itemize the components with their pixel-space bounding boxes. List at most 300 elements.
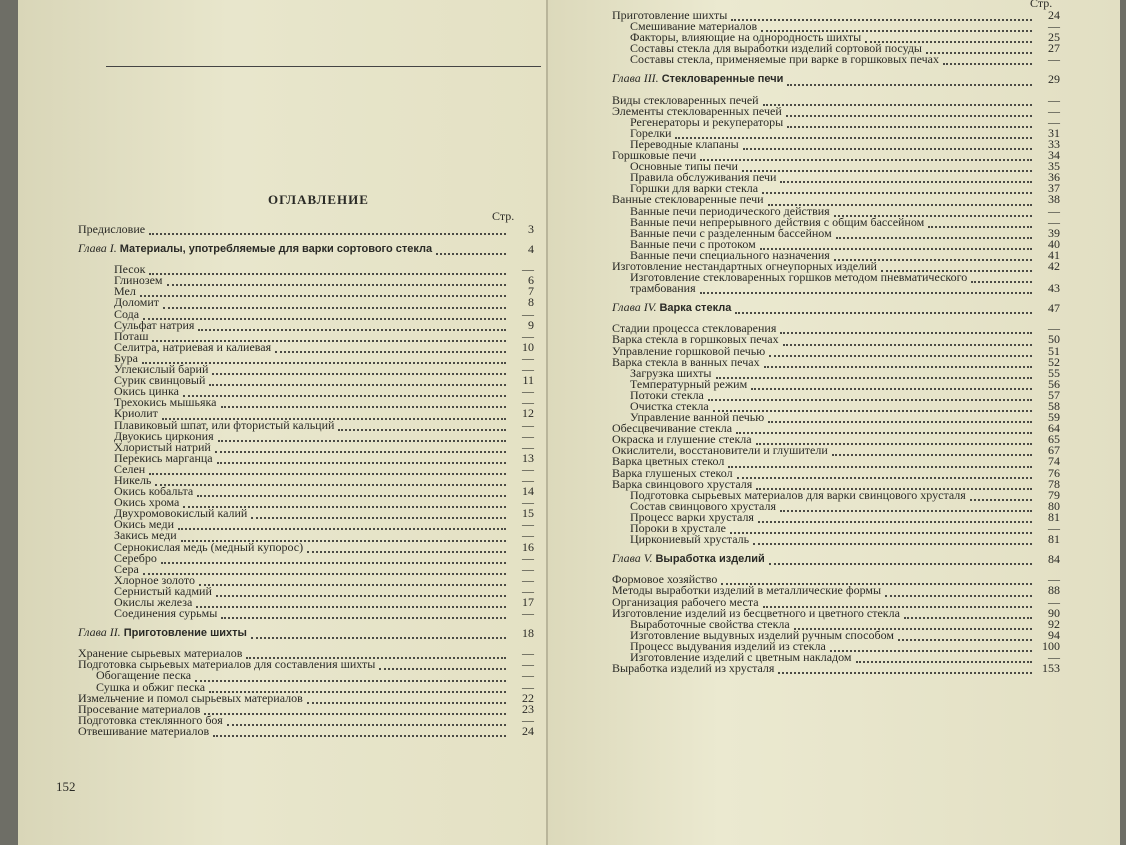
entry-page: — [1048,572,1060,587]
entry-title: Селитра, натриевая и калиевая [114,339,272,354]
leader-dots [700,286,1032,294]
chapter-title: Варка стекла [659,302,732,315]
leader-dots [149,227,506,235]
entry-title: Элементы стекловаренных печей [612,103,782,118]
entry-page: 74 [1048,454,1060,469]
entry-page: 11 [522,373,534,388]
entry-title: Обесцвечивание стекла [612,421,733,436]
entry-page: — [522,528,534,543]
toc-chapter-row [612,551,1060,567]
entry-page: 10 [522,339,534,354]
entry-page: — [522,417,534,432]
leader-dots [885,589,1032,597]
entry-page: — [522,517,534,532]
entry-page: 80 [1048,498,1060,513]
entry-title: Варка свинцового хрусталя [612,476,753,491]
leader-dots [221,611,506,619]
entry-page: 34 [1048,148,1060,163]
entry-title: Серебро [114,550,157,565]
toc-list-left [78,224,534,737]
leader-dots [730,526,1032,534]
entry-page: 41 [1048,247,1060,262]
leader-dots [928,220,1032,228]
entry-page: — [522,572,534,587]
toc-row [612,663,1060,674]
entry-page: — [522,583,534,598]
entry-title: Изготовление стекловаренных горшков методом пневматического [630,270,968,285]
leader-dots [700,153,1032,161]
entry-page: 29 [1048,72,1060,87]
entry-title: Ванные печи с протоком [630,236,756,251]
leader-dots [161,556,506,564]
entry-title: Методы выработки изделий в металлические формы [612,583,882,598]
leader-dots [212,367,506,375]
leader-dots [275,345,506,353]
chapter-label: Глава III. [612,71,659,86]
entry-page: 14 [522,484,534,499]
entry-page: 57 [1048,387,1060,402]
toc-row [78,550,534,565]
entry-page: — [522,262,534,277]
leader-dots [140,289,506,297]
leader-dots [764,360,1032,368]
entry-page: — [522,472,534,487]
leader-dots [227,718,506,726]
page-column-header: Стр. [1030,0,1053,10]
entry-page: 52 [1048,354,1060,369]
entry-page: 9 [528,317,534,332]
entry-title: Перекись марганца [114,450,213,465]
entry-title: Закись меди [114,528,177,543]
leader-dots [209,378,506,386]
entry-title: Окислы железа [114,595,193,609]
entry-page: — [522,428,534,443]
page-column-header: Стр. [492,209,515,223]
entry-title: Горшки для варки стекла [630,181,759,196]
entry-page: — [522,550,534,565]
entry-page: 94 [1048,627,1060,642]
entry-title: Факторы, влияющие на однородность шихты [630,30,862,45]
leader-dots [218,434,506,442]
leader-dots [904,611,1032,619]
entry-title: Окись цинка [114,384,179,399]
toc-row [612,114,1060,129]
leader-dots [786,109,1032,117]
toc-row [78,275,534,286]
leader-dots [830,644,1032,652]
entry-page: 65 [1048,432,1060,447]
entry-page: 25 [1048,30,1060,45]
entry-page: 84 [1048,552,1060,567]
entry-title: Потоки стекла [630,387,704,402]
chapter-label: Глава V. [612,551,653,566]
entry-page: — [522,646,534,661]
leader-dots [780,504,1032,512]
entry-title: Изготовление нестандартных огнеупорных изделий [612,258,877,273]
entry-title: Сода [114,306,140,321]
leader-dots [780,175,1032,183]
entry-title: Подготовка сырьевых материалов для варки свинцового хрусталя [630,487,966,502]
top-rule [106,66,541,67]
toc-row [78,224,534,235]
entry-page: — [1048,594,1060,609]
entry-page: — [1048,521,1060,536]
entry-title: Ванные печи с разделенным бассейном [630,225,832,240]
leader-dots [836,231,1032,239]
entry-title: Формовое хозяйство [612,572,718,587]
entry-title: Просевание материалов [78,701,201,716]
chapter-title: Выработка изделий [655,553,765,566]
leader-dots [751,382,1032,390]
leader-dots [832,448,1032,456]
entry-page: 78 [1048,476,1060,491]
leader-dots [742,164,1032,172]
leader-dots [199,578,506,586]
entry-page: 33 [1048,136,1060,151]
entry-page: 24 [1048,8,1060,22]
leader-dots [338,423,506,431]
entry-page: 59 [1048,410,1060,425]
entry-title: Состав свинцового хрусталя [630,498,776,513]
entry-page: — [1048,114,1060,129]
right-page [548,0,1120,845]
entry-page: — [522,495,534,510]
entry-title: Горелки [630,125,672,140]
leader-dots [149,267,506,275]
page-number: 152 [56,779,76,794]
leader-dots [178,522,506,530]
entry-page: — [522,461,534,476]
entry-page: 153 [1042,661,1060,676]
chapter-label: Глава I. [78,241,117,256]
entry-page: 56 [1048,376,1060,391]
entry-title: Смешивание материалов [630,19,758,34]
leader-dots [143,312,506,320]
entry-page: 100 [1042,638,1060,653]
entry-title: Сера [114,561,139,576]
leader-dots [216,589,506,597]
leader-dots [436,247,506,255]
entry-page: — [1048,321,1060,336]
entry-page: 81 [1048,532,1060,547]
entry-page: — [522,350,534,365]
entry-title: Основные типы печи [630,159,738,174]
leader-dots [970,493,1032,501]
entry-page: 3 [528,222,534,236]
entry-title: Хлористый натрий [114,439,211,454]
entry-title: Составы стекла, применяемые при варке в горшковых печах [630,52,939,67]
entry-page: 76 [1048,465,1060,480]
entry-page: 40 [1048,236,1060,251]
entry-title: Соединения сурьмы [114,606,218,621]
entry-title: Предисловие [78,222,146,236]
entry-title: Окись хрома [114,495,180,510]
leader-dots [221,400,507,408]
entry-title: Селен [114,461,146,476]
entry-title: Двуокись циркония [114,428,214,443]
chapter-label: Глава II. [78,625,121,640]
toc-row [78,339,534,354]
entry-page: 16 [522,539,534,554]
entry-title: Подготовка стеклянного боя [78,712,223,727]
entry-page: 79 [1048,487,1060,502]
leader-dots [898,633,1032,641]
entry-title: Углекислый барий [114,362,209,377]
chapter-label: Глава IV. [612,300,657,315]
toc-chapter-row [78,241,534,257]
leader-dots [736,426,1032,434]
entry-page: — [522,328,534,343]
entry-page: 50 [1048,332,1060,347]
entry-page: — [522,384,534,399]
leader-dots [728,460,1032,468]
entry-title: Пороки в хрустале [630,521,726,536]
toc-list-right [612,10,1060,674]
entry-title: Бура [114,350,138,365]
entry-page: — [522,668,534,683]
chapter-heading [612,553,765,565]
entry-title: Очистка стекла [630,399,709,413]
chapter-heading [612,73,783,85]
leader-dots [735,306,1032,314]
toc-row [612,54,1060,65]
toc-row [78,450,534,465]
leader-dots [926,46,1032,54]
leader-dots [787,120,1032,128]
entry-title: Окраска и глушение стекла [612,432,752,447]
entry-title: Варка цветных стекол [612,454,725,469]
entry-title: Криолит [114,406,158,421]
entry-title: Поташ [114,328,149,343]
leader-dots [217,456,506,464]
entry-title: Двухромовокислый калий [114,506,248,521]
leader-dots [307,696,506,704]
entry-page: — [522,395,534,410]
entry-title: Плавиковый шпат, или фтористый кальций [114,417,335,432]
entry-title: Доломит [114,295,160,310]
toc-row [78,723,534,738]
chapter-heading [78,627,247,639]
entry-page: 24 [522,723,534,738]
entry-title: Хранение сырьевых материалов [78,646,243,661]
leader-dots [307,545,506,553]
leader-dots [778,666,1032,674]
entry-page: 13 [522,450,534,465]
entry-title: Измельчение и помол сырьевых материалов [78,690,303,705]
leader-dots [197,489,506,497]
leader-dots [198,323,506,331]
entry-page: 37 [1048,181,1060,196]
entry-title: Окись кобальта [114,484,194,499]
entry-title: Выработочные свойства стекла [630,616,790,631]
entry-title: Изготовление изделий из бесцветного и цветного стекла [612,605,900,620]
leader-dots [971,275,1032,283]
leader-dots [213,729,506,737]
entry-page: 12 [522,406,534,421]
entry-page: 64 [1048,421,1060,436]
entry-title: Правила обслуживания печи [630,170,777,185]
entry-title: Варка глушеных стекол [612,465,733,480]
entry-title: Изготовление изделий с цветным накладом [630,649,852,664]
entry-title: Сушка и обжиг песка [96,679,206,694]
entry-title: Мел [114,284,136,299]
entry-page: 22 [522,690,534,705]
entry-page: — [1048,52,1060,67]
entry-page: — [522,439,534,454]
entry-page: 47 [1048,301,1060,316]
chapter-title: Стекловаренные печи [661,73,784,86]
entry-page: — [522,362,534,377]
entry-page: 17 [522,595,534,609]
leader-dots [758,515,1032,523]
chapter-heading [612,302,731,314]
toc-row [78,608,534,619]
leader-dots [196,600,506,608]
leader-dots [204,707,506,715]
toc-row [78,297,534,308]
entry-title: Глинозем [114,273,163,288]
toc-row [612,534,1060,545]
entry-title: Загрузка шихты [630,365,712,380]
entry-page: 18 [522,626,534,641]
entry-page: 27 [1048,41,1060,56]
entry-title: Управление ванной печью [630,410,765,425]
entry-title: Ванные стекловаренные печи [612,192,764,207]
leader-dots [763,98,1032,106]
entry-page: 90 [1048,605,1060,620]
leader-dots [783,338,1032,346]
entry-page: — [1048,203,1060,218]
entry-page: — [522,657,534,672]
leader-dots [149,467,506,475]
entry-title: Виды стекловаренных печей [612,92,759,107]
leader-dots [183,389,506,397]
leader-dots [716,371,1033,379]
entry-page: 39 [1048,225,1060,240]
entry-title: Никель [114,472,152,487]
entry-title: Обогащение песка [96,668,192,683]
left-page [18,0,548,845]
entry-page: — [1048,214,1060,229]
entry-title: Ванные печи непрерывного действия с общим бассейном [630,214,925,229]
entry-page: 58 [1048,399,1060,413]
entry-page: — [1048,19,1060,34]
entry-page: 67 [1048,443,1060,458]
toc-chapter-row [78,625,534,641]
entry-title: Хлорное золото [114,572,195,587]
entry-page: 8 [528,295,534,310]
chapter-heading [78,243,432,255]
leader-dots [167,278,506,286]
entry-title: Изготовление выдувных изделий ручным способом [630,627,894,642]
entry-title: трамбования [630,281,696,296]
leader-dots [155,478,506,486]
entry-page: 43 [1048,281,1060,296]
leader-dots [768,415,1032,423]
entry-title: Организация рабочего места [612,594,759,609]
entry-page: 15 [522,506,534,521]
leader-dots [753,537,1032,545]
entry-title: Стадии процесса стекловарения [612,321,777,336]
entry-page: — [522,712,534,727]
entry-title: Процесс выдувания изделий из стекла [630,638,826,653]
entry-page: 36 [1048,170,1060,185]
entry-page: — [522,679,534,694]
entry-page: 55 [1048,365,1060,380]
entry-title: Варка стекла в горшковых печах [612,332,779,347]
chapter-title: Материалы, употребляемые для варки сортового стекла [119,243,433,256]
entry-page: 7 [528,284,534,299]
entry-page: — [1048,92,1060,107]
entry-title: Трехокись мышьяка [114,395,217,410]
leader-dots [251,511,506,519]
entry-page: 38 [1048,192,1060,207]
entry-title: Сульфат натрия [114,317,195,332]
entry-page: 6 [528,273,534,288]
entry-page: 81 [1048,509,1060,524]
entry-page: 23 [522,701,534,716]
entry-title: Управление горшковой печью [612,343,766,358]
entry-title: Подготовка сырьевых материалов для составления шихты [78,657,376,672]
leader-dots [856,655,1032,663]
entry-page: — [522,606,534,621]
leader-dots [737,471,1032,479]
entry-page: 92 [1048,616,1060,631]
entry-title: Процесс варки хрусталя [630,509,754,524]
leader-dots [780,326,1032,334]
leader-dots [743,142,1032,150]
entry-title: Ванные печи периодического действия [630,203,830,218]
entry-title: Температурный режим [630,376,748,391]
entry-page: — [1048,649,1060,664]
entry-page: — [522,306,534,321]
entry-title: Варка стекла в ванных печах [612,354,760,369]
leader-dots [787,78,1032,86]
entry-title: Переводные клапаны [630,136,739,151]
entry-title: Составы стекла для выработки изделий сортовой посуды [630,41,922,56]
entry-title: Приготовление шихты [612,8,728,22]
entry-title: Выработка изделий из хрусталя [612,661,775,676]
leader-dots [731,13,1032,21]
entry-title: Отвешивание материалов [78,723,210,738]
leader-dots [215,445,506,453]
entry-page: 4 [528,242,534,257]
entry-title: Окислители, восстановители и глушители [612,443,828,458]
entry-title: Сернистый кадмий [114,583,212,598]
toc-chapter-row [612,71,1060,87]
entry-title: Циркониевый хрусталь [630,532,750,547]
toc-title: ОГЛАВЛЕНИЕ [268,192,369,207]
chapter-title: Приготовление шихты [123,627,247,640]
entry-page: 88 [1048,583,1060,598]
entry-page: — [522,561,534,576]
leader-dots [769,349,1032,357]
leader-dots [143,567,506,575]
entry-title: Сурик свинцовый [114,373,206,388]
leader-dots [708,393,1032,401]
leader-dots [379,662,506,670]
entry-page: — [1048,103,1060,118]
entry-page: 51 [1048,343,1060,358]
entry-title: Песок [114,262,146,277]
leader-dots [195,674,506,682]
toc-chapter-row [612,300,1060,316]
leader-dots [251,631,506,639]
leader-dots [943,57,1032,65]
leader-dots [762,186,1032,194]
leader-dots [163,301,506,309]
leader-dots [769,557,1032,565]
